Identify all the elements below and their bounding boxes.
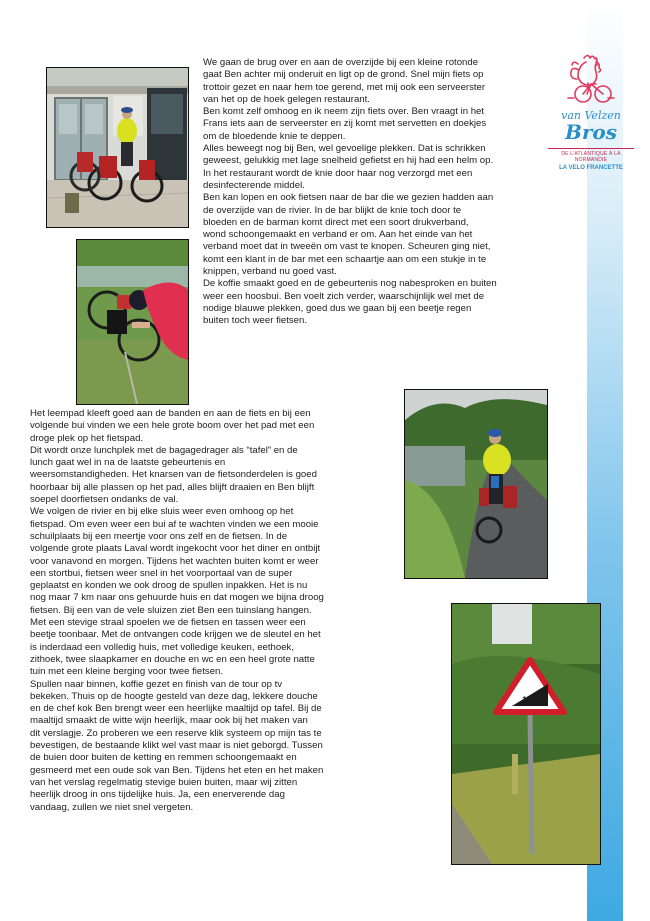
warning-sign-13-percent-icon: [452, 604, 600, 864]
brand-tagline: DE L'ATLANTIQUE À LA NORMANDIE: [548, 148, 634, 163]
photo-bike-repair-by-river: [76, 239, 189, 405]
story-text-bottom: Het leempad kleeft goed aan de banden en aan de fiets en bij een volgende bui vinden we een hele grote boom over het pad met een droge plek op het fietspad. Dit wordt onze lunchplek met de bagagedrager als “tafel” en de lunch gaat wel in na de laatste gebeurtenis en weersomstandigheden. Het knarsen van de fietsonderdelen is goed hoorbaar bij alle plassen op het pad, alles blijft draaien en Ben blijft soepel doorfietsen ondanks de val. We volgen de rivier en bij elke sluis weer even omhoog op het fietspad. Om even weer een bui af te wachten vinden we een mooie schuilplaats bij een meertje voor ons zelf en de fietsen. In de volgende grote plaats Laval wordt ingekocht voor het diner en ontbijt voor vanavond en morgen. Tijdens het wachten buiten komt er weer een stortbui, fietsen weer snel in het voorportaal van de super geplaatst en konden we ook droog de spullen inpakken. Het is nu nog maar 7 km naar ons gehuurde huis en dat mogen we bijna droog fietsen. Bij een van de vele sluizen ziet Ben een tuinslang hangen. Met een stevige straal spoelen we de fietsen en tassen weer een beetje toonbaar. Met de ontvangen code krijgen we de sleutel en het is inderdaad een volledig huis, met volledige keuken, eethoek, zithoek, twee slaapkamer en douche en wc en een heel grote natte tuin met een kleine berging voor twee fietsen. Spullen naar binnen, koffie gezet en finish van de tour op tv bekeken. Thuis op de hoogte gesteld van deze dag, lekkere douche en de chef kok Ben brengt weer een heerlijke maaltijd op tafel. Bij de maaltijd smaakt de witte wijn heerlijk, maar ook bij het maken van dit verslagje. Zo proberen we een reserve klik systeem op mijn tas te bevestigen, de bestaande klikt wel vast maar is niet geborgd. Tussen de buien door buiten de ketting en remmen schoongemaakt en gesmeerd met een oude sok van Ben. Tijdens het eten en het maken van het verslag regelmatig stevige buien buiten, maar wij zitten heerlijk droog in ons tijdelijke huis. Ja, een enerverende dag vandaag, zullen we niet snel vergeten.: [30, 408, 324, 813]
brand-name-line1: van Velzen: [561, 109, 621, 122]
photo-cyclist-on-riverside-path: [404, 389, 548, 579]
man-fixing-bicycle-icon: [77, 240, 188, 404]
brand-name-line2: Bros: [564, 120, 618, 144]
brand-logo: [548, 52, 634, 172]
story-text-top: We gaan de brug over en aan de overzijde bij een kleine rotonde gaat Ben achter mij onderuit en ligt op de grond. Snel mijn fiets op trottoir gezet en naar hem toe gerend, met mij ook een serveerster van het op de hoek gelegen restaurant. Ben komt zelf omhoog en ik neem zijn fiets over. Ben vraagt in het Frans iets aan de serveerster en zij komt met servetten en doekjes om de bloedende knie te deppen. Alles beweegt nog bij Ben, wel gevoelige plekken. Dat is schrikken geweest, gelukkig met lage snelheid gefietst en hij had een helm op. In het restaurant wordt de knie door haar nog verzorgd met een desinfecterende middel. Ben kan lopen en ook fietsen naar de bar die we gezien hadden aan de overzijde van de rivier. In de bar blijkt de knie toch door te bloeden en de barman komt direct met een soort drukverband, wond schoongemaakt en verband er om. Aan het einde van het verband moet dat in tweeën om vast te knopen. Scheuren ging niet, komt een klant in de bar met een schaartje aan om een stukje in te knippen, verband nu goed vast. De koffie smaakt goed en de gebeurtenis nog nabesproken en buiten weer een hoosbui. Ben voelt zich verder, waarschijnlijk wel met de nodige blauwe plekken, goed dus we gaan bij een beetje regen buiten toch weer fietsen.: [203, 57, 497, 327]
rooster-bicycle-icon: [566, 52, 616, 110]
cyclist-at-restaurant-entrance-icon: [47, 68, 188, 227]
sign-text: 13%: [522, 695, 541, 705]
cyclist-on-path-icon: [405, 390, 547, 578]
photo-steep-slope-road-sign: [451, 603, 601, 865]
brand-subtitle: LA VELO FRANCETTE: [559, 165, 623, 171]
photo-cyclist-at-restaurant: [46, 67, 189, 228]
